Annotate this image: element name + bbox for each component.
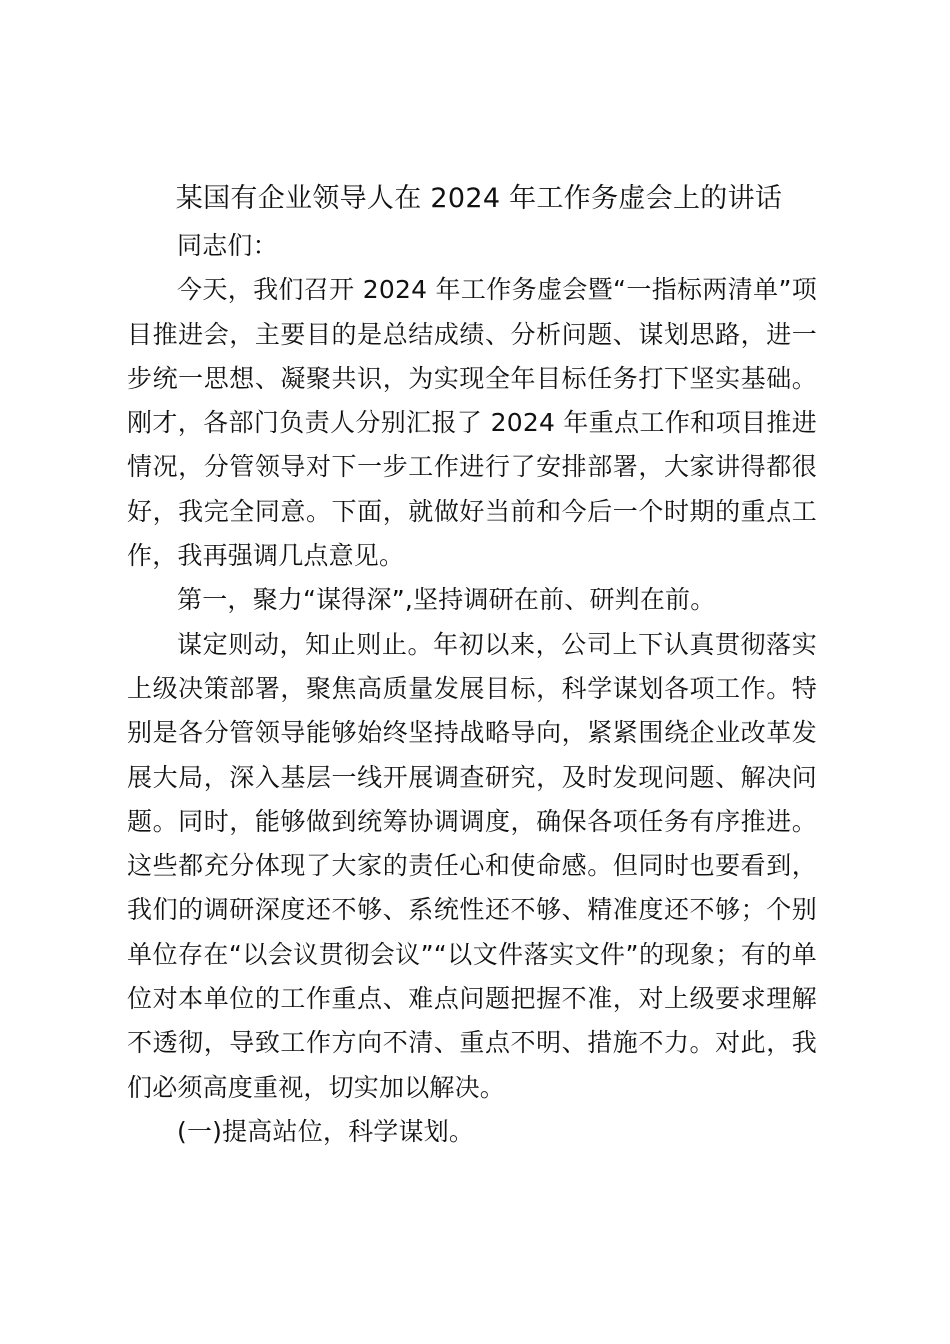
text-line: 谋定则动，知止则止。年初以来，公司上下认真贯彻落实 bbox=[177, 629, 817, 659]
text-line: 今天，我们召开 2024 年工作务虚会暨“一指标两清单”项 bbox=[177, 275, 817, 305]
text-line: 别是各分管领导能够始终坚持战略导向，紧紧围绕企业改革发 bbox=[127, 718, 817, 748]
text-line: 作，我再强调几点意见。 bbox=[127, 541, 405, 571]
text-line: 们必须高度重视，切实加以解决。 bbox=[127, 1072, 506, 1102]
text-line: 目推进会，主要目的是总结成绩、分析问题、谋划思路，进一 bbox=[127, 319, 817, 349]
text-line: 不透彻，导致工作方向不清、重点不明、措施不力。对此，我 bbox=[127, 1028, 817, 1058]
text-line: 题。同时，能够做到统筹协调调度，确保各项任务有序推进。 bbox=[127, 806, 817, 836]
document-body bbox=[127, 224, 817, 1154]
text-line: 情况，分管领导对下一步工作进行了安排部署，大家讲得都很 bbox=[127, 452, 817, 482]
text-line: 展大局，深入基层一线开展调查研究，及时发现问题、解决问 bbox=[127, 762, 817, 792]
text-line: 单位存在“以会议贯彻会议”“以文件落实文件”的现象；有的单 bbox=[127, 939, 817, 969]
text-line: 上级决策部署，聚焦高质量发展目标，科学谋划各项工作。特 bbox=[127, 673, 817, 703]
text-line: 刚才，各部门负责人分别汇报了 2024 年重点工作和项目推进 bbox=[127, 408, 817, 438]
text-line: 好，我完全同意。下面，就做好当前和今后一个时期的重点工 bbox=[127, 496, 817, 526]
subsection-heading: (一)提高站位，科学谋划。 bbox=[177, 1116, 475, 1146]
document-title: 某国有企业领导人在 2024 年工作务虚会上的讲话 bbox=[175, 183, 783, 214]
text-line: 同志们： bbox=[177, 231, 278, 260]
text-line: 我们的调研深度还不够、系统性还不够、精准度还不够；个别 bbox=[127, 895, 817, 925]
text-line: 位对本单位的工作重点、难点问题把握不准，对上级要求理解 bbox=[127, 984, 817, 1014]
section-heading: 第一，聚力“谋得深”,坚持调研在前、研判在前。 bbox=[177, 585, 716, 615]
text-line: 步统一思想、凝聚共识，为实现全年目标任务打下坚实基础。 bbox=[127, 363, 817, 393]
text-line: 这些都充分体现了大家的责任心和使命感。但同时也要看到， bbox=[127, 851, 817, 881]
